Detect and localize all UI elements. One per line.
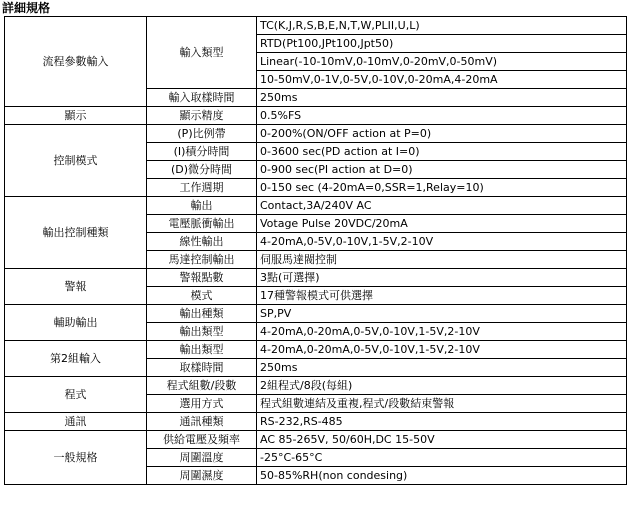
page-title: 詳細規格: [2, 1, 51, 15]
category-cell: 程式: [5, 377, 147, 413]
item-cell: 模式: [147, 287, 257, 305]
category-cell: 控制模式: [5, 125, 147, 197]
item-cell: 供給電壓及頻率: [147, 431, 257, 449]
table-row: [5, 377, 627, 395]
value-cell: RS-232,RS-485: [257, 413, 627, 431]
value-cell: 0-3600 sec(PD action at I=0): [257, 143, 627, 161]
item-cell: 警報點數: [147, 269, 257, 287]
value-cell: 17種警報模式可供選擇: [257, 287, 627, 305]
item-cell: 通訊種類: [147, 413, 257, 431]
table-row: [5, 107, 627, 125]
category-cell: 輸出控制種類: [5, 197, 147, 269]
value-cell: 0-200%(ON/OFF action at P=0): [257, 125, 627, 143]
item-cell: 取樣時間: [147, 359, 257, 377]
item-cell: (I)積分時間: [147, 143, 257, 161]
item-cell: 輸出類型: [147, 323, 257, 341]
item-cell: 工作週期: [147, 179, 257, 197]
item-cell: 馬達控制輸出: [147, 251, 257, 269]
item-cell: 程式組數/段數: [147, 377, 257, 395]
item-cell: 選用方式: [147, 395, 257, 413]
category-cell: 流程參數輸入: [5, 17, 147, 107]
value-cell: Votage Pulse 20VDC/20mA: [257, 215, 627, 233]
value-cell: 程式組數連結及重複,程式/段數結束警報: [257, 395, 627, 413]
value-cell: Linear(-10-10mV,0-10mV,0-20mV,0-50mV): [257, 53, 627, 71]
value-cell: Contact,3A/240V AC: [257, 197, 627, 215]
item-cell: 電壓脈衝輸出: [147, 215, 257, 233]
value-cell: -25°C-65°C: [257, 449, 627, 467]
item-cell: 輸出類型: [147, 341, 257, 359]
item-cell: 周圍溫度: [147, 449, 257, 467]
category-cell: 一般規格: [5, 431, 147, 485]
value-cell: 2組程式/8段(每組): [257, 377, 627, 395]
value-cell: 3點(可選擇): [257, 269, 627, 287]
value-cell: 50-85%RH(non condesing): [257, 467, 627, 485]
value-cell: TC(K,J,R,S,B,E,N,T,W,PLII,U,L): [257, 17, 627, 35]
spec-table: [4, 16, 627, 485]
table-row: [5, 269, 627, 287]
value-cell: 0-150 sec (4-20mA=0,SSR=1,Relay=10): [257, 179, 627, 197]
value-cell: 4-20mA,0-5V,0-10V,1-5V,2-10V: [257, 233, 627, 251]
category-cell: 第2組輸入: [5, 341, 147, 377]
table-row: [5, 341, 627, 359]
item-cell: 輸入類型: [147, 17, 257, 89]
item-cell: 顯示精度: [147, 107, 257, 125]
category-cell: 顯示: [5, 107, 147, 125]
value-cell: 250ms: [257, 89, 627, 107]
category-cell: 輔助輸出: [5, 305, 147, 341]
value-cell: 4-20mA,0-20mA,0-5V,0-10V,1-5V,2-10V: [257, 341, 627, 359]
value-cell: 伺服馬達閥控制: [257, 251, 627, 269]
value-cell: 10-50mV,0-1V,0-5V,0-10V,0-20mA,4-20mA: [257, 71, 627, 89]
table-row: [5, 305, 627, 323]
table-row: [5, 197, 627, 215]
value-cell: 0-900 sec(PI action at D=0): [257, 161, 627, 179]
item-cell: 輸出種類: [147, 305, 257, 323]
table-row: [5, 125, 627, 143]
value-cell: RTD(Pt100,JPt100,Jpt50): [257, 35, 627, 53]
table-row: [5, 17, 627, 35]
value-cell: SP,PV: [257, 305, 627, 323]
table-row: [5, 431, 627, 449]
item-cell: 周圍濕度: [147, 467, 257, 485]
value-cell: AC 85-265V, 50/60H,DC 15-50V: [257, 431, 627, 449]
category-cell: 通訊: [5, 413, 147, 431]
item-cell: 線性輸出: [147, 233, 257, 251]
item-cell: (D)微分時間: [147, 161, 257, 179]
value-cell: 4-20mA,0-20mA,0-5V,0-10V,1-5V,2-10V: [257, 323, 627, 341]
value-cell: 0.5%FS: [257, 107, 627, 125]
item-cell: 輸入取樣時間: [147, 89, 257, 107]
category-cell: 警報: [5, 269, 147, 305]
value-cell: 250ms: [257, 359, 627, 377]
item-cell: (P)比例帶: [147, 125, 257, 143]
item-cell: 輸出: [147, 197, 257, 215]
table-row: [5, 413, 627, 431]
